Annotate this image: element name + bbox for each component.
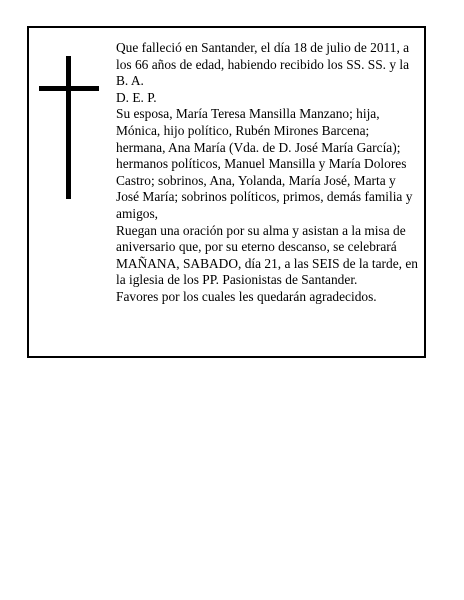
family-list: Su esposa, María Teresa Mansilla Manzano; hija, Mónica, hijo político, Rubén Mirones Barcena; hermana, Ana María (Vda. de D. José María García); hermanos políticos, Manuel Mansilla y María Dolores Castro; sobrinos, Ana, Yolanda, María José, Marta y José María; sobrinos políticos, primos, demás familia y amigos, [116, 106, 413, 221]
cross-icon [39, 56, 99, 199]
death-announcement: Que falleció en Santander, el día 18 de julio de 2011, a los 66 años de edad, habiendo recibido los SS. SS. y la B. A. [116, 40, 410, 89]
obituary-notice [27, 26, 426, 358]
mass-invitation: Ruegan una oración por su alma y asistan a la misa de aniversario que, por su eterno descanso, se celebrará MAÑANA, SABADO, día 21, a las SEIS de la tarde, en la iglesia de los PP. Pasionistas de Santander. [116, 222, 418, 288]
cross-vertical-bar [66, 56, 71, 199]
closing-thanks: Favores por los cuales les quedarán agradecidos. [116, 288, 377, 304]
cross-horizontal-bar [39, 86, 99, 91]
rip-line: D. E. P. [116, 89, 157, 105]
notice-text [116, 40, 422, 306]
